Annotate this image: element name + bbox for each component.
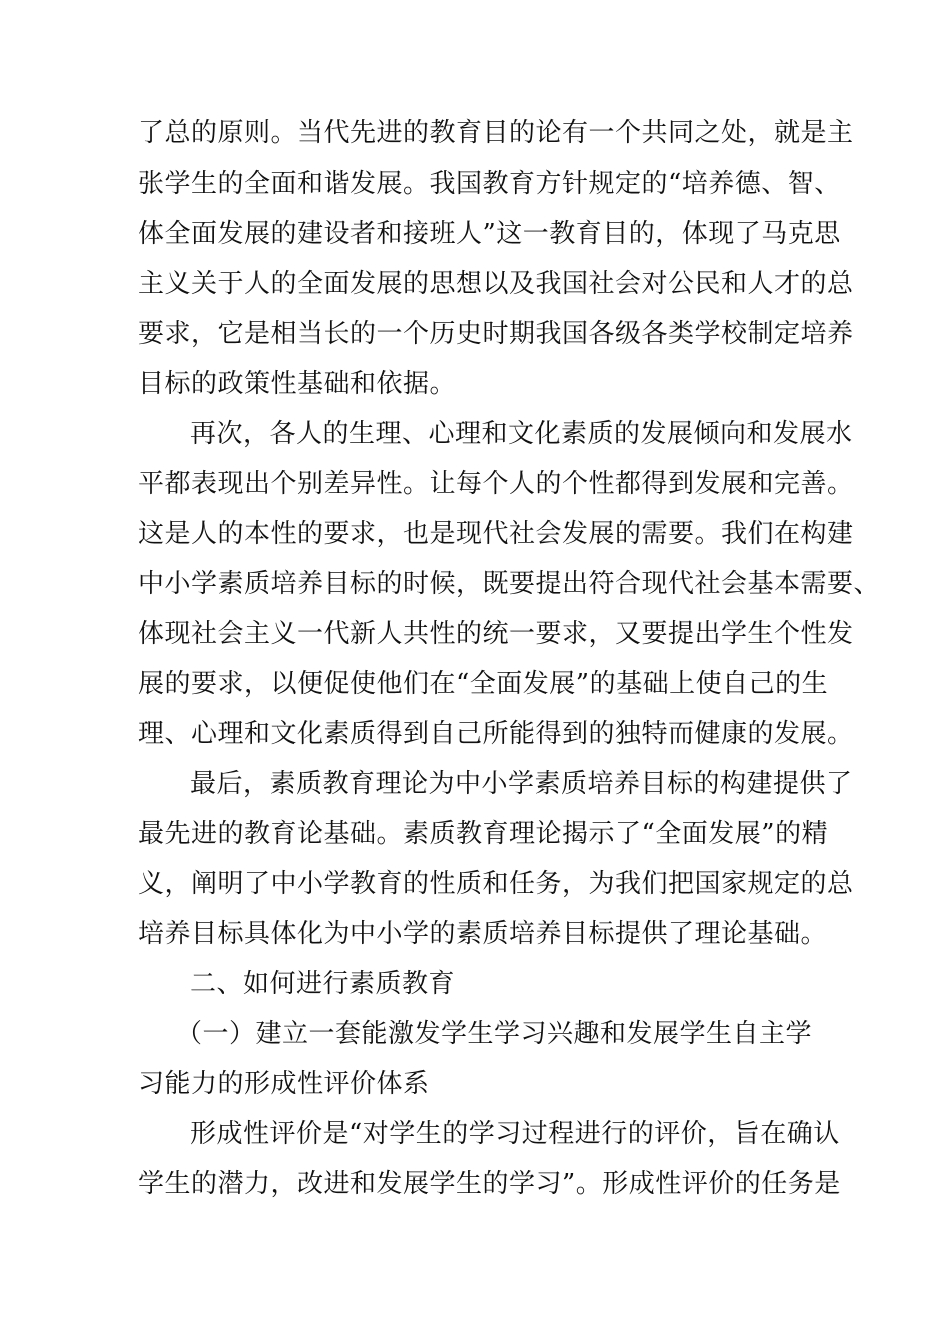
paragraph-first-line: 再次，各人的生理、心理和文化素质的发展倾向和发展水: [190, 419, 853, 449]
paragraph-first-line: 形成性评价是“对学生的学习过程进行的评价，旨在确认: [190, 1119, 840, 1149]
text-line: 培养目标具体化为中小学的素质培养目标提供了理论基础。: [138, 919, 828, 949]
text-line: 展的要求，以便促使他们在“全面发展”的基础上使自己的生: [138, 669, 829, 699]
text-line: 主义关于人的全面发展的思想以及我国社会对公民和人才的总: [138, 269, 854, 299]
subsection-heading: （一）建立一套能激发学生学习兴趣和发展学生自主学: [176, 1019, 813, 1049]
section-heading: 二、如何进行素质教育: [190, 969, 456, 999]
text-line: 学生的潜力，改进和发展学生的学习”。形成性评价的任务是: [138, 1169, 841, 1199]
text-line: 体现社会主义一代新人共性的统一要求，又要提出学生个性发: [138, 619, 854, 649]
text-line: 平都表现出个别差异性。让每个人的个性都得到发展和完善。: [138, 469, 854, 499]
text-line: 义，阐明了中小学教育的性质和任务，为我们把国家规定的总: [138, 869, 854, 899]
text-line: 最先进的教育论基础。素质教育理论揭示了“全面发展”的精: [138, 819, 829, 849]
text-line: 这是人的本性的要求，也是现代社会发展的需要。我们在构建: [138, 519, 854, 549]
text-line: 中小学素质培养目标的时候，既要提出符合现代社会基本需要、: [138, 569, 881, 599]
text-line: 张学生的全面和谐发展。我国教育方针规定的“培养德、智、: [138, 169, 841, 199]
text-line: 目标的政策性基础和依据。: [138, 369, 457, 399]
text-line: 了总的原则。当代先进的教育目的论有一个共同之处，就是主: [138, 118, 854, 148]
paragraph-first-line: 最后，素质教育理论为中小学素质培养目标的构建提供了: [190, 769, 853, 799]
text-line: 理、心理和文化素质得到自己所能得到的独特而健康的发展。: [138, 719, 854, 749]
subsection-heading-cont: 习能力的形成性评价体系: [138, 1069, 430, 1099]
text-line: 要求，它是相当长的一个历史时期我国各级各类学校制定培养: [138, 319, 854, 349]
text-line: 体全面发展的建设者和接班人”这一教育目的，体现了马克思: [138, 219, 841, 249]
